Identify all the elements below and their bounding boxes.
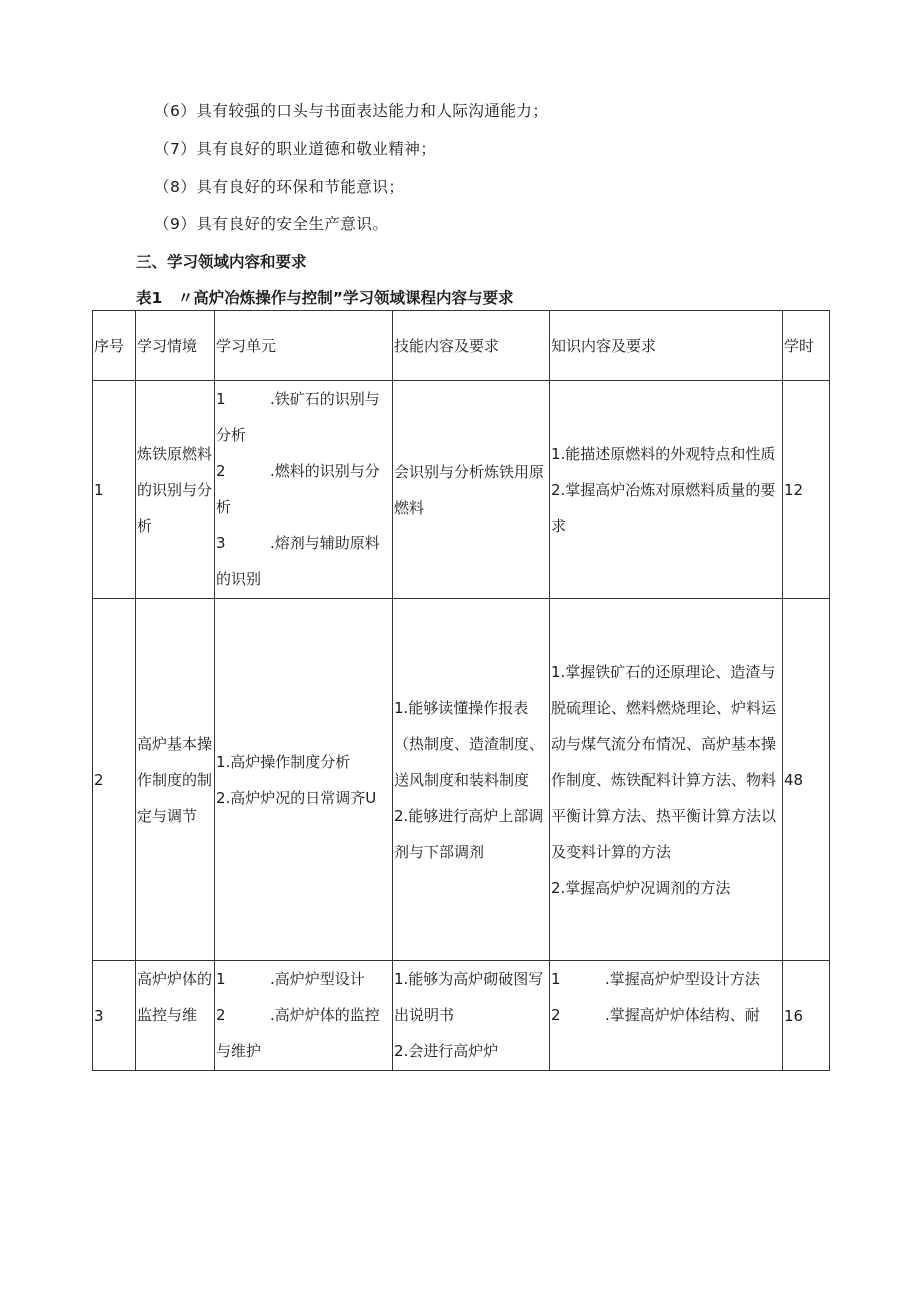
paragraph-7: （7）具有良好的职业道德和敬业精神； bbox=[154, 140, 437, 158]
table-row bbox=[93, 599, 830, 961]
row-knowledge: 1 .掌握高炉炉型设计方法 2 .掌握高炉炉体结构、耐 bbox=[550, 961, 783, 1071]
row-units: 1.高炉操作制度分析 2.高炉炉况的日常调齐U bbox=[215, 599, 393, 961]
row-knowledge: 1.能描述原燃料的外观特点和性质 2.掌握高炉冶炼对原燃料质量的要求 bbox=[550, 381, 783, 599]
row-hours: 12 bbox=[783, 381, 830, 599]
header-hours: 学时 bbox=[783, 311, 830, 381]
header-knowledge: 知识内容及要求 bbox=[550, 311, 783, 381]
row-no: 1 bbox=[93, 381, 136, 599]
row-situation: 炼铁原燃料的识别与分析 bbox=[136, 381, 215, 599]
row-situation: 高炉基本操作制度的制定与调节 bbox=[136, 599, 215, 961]
row-hours: 16 bbox=[783, 961, 830, 1071]
row-skills: 1.能够读懂操作报表（热制度、造渣制度、送风制度和装料制度 2.能够进行高炉上部调剂与下部调剂 bbox=[393, 599, 550, 961]
table-header-row bbox=[93, 311, 830, 381]
course-content-table bbox=[92, 310, 830, 1071]
header-no: 序号 bbox=[93, 311, 136, 381]
row-hours: 48 bbox=[783, 599, 830, 961]
row-units: 1 .高炉炉型设计 2 .高炉炉体的监控与维护 bbox=[215, 961, 393, 1071]
header-unit: 学习单元 bbox=[215, 311, 393, 381]
section-heading: 三、学习领域内容和要求 bbox=[136, 253, 307, 271]
row-situation: 高炉炉体的监控与维 bbox=[136, 961, 215, 1071]
header-situation: 学习情境 bbox=[136, 311, 215, 381]
row-no: 3 bbox=[93, 961, 136, 1071]
table-row bbox=[93, 381, 830, 599]
row-knowledge: 1.掌握铁矿石的还原理论、造渣与脱硫理论、燃料燃烧理论、炉料运动与煤气流分布情况、高炉基本操作制度、炼铁配料计算方法、物料平衡计算方法、热平衡计算方法以及变料计算的方法 2.掌握高炉炉况调剂的方法 bbox=[550, 599, 783, 961]
paragraph-8: （8）具有良好的环保和节能意识； bbox=[154, 178, 405, 196]
row-no: 2 bbox=[93, 599, 136, 961]
paragraph-6: （6）具有较强的口头与书面表达能力和人际沟通能力； bbox=[154, 102, 549, 120]
table-row bbox=[93, 961, 830, 1071]
table-caption: 表1 〃高炉冶炼操作与控制”学习领域课程内容与要求 bbox=[136, 289, 514, 307]
row-units: 1 .铁矿石的识别与分析 2 .燃料的识别与分析 3 .熔剂与辅助原料的识别 bbox=[215, 381, 393, 599]
row-skills: 1.能够为高炉砌破图写出说明书 2.会进行高炉炉 bbox=[393, 961, 550, 1071]
header-skills: 技能内容及要求 bbox=[393, 311, 550, 381]
paragraph-9: （9）具有良好的安全生产意识。 bbox=[154, 215, 389, 233]
row-skills: 会识别与分析炼铁用原燃料 bbox=[393, 381, 550, 599]
